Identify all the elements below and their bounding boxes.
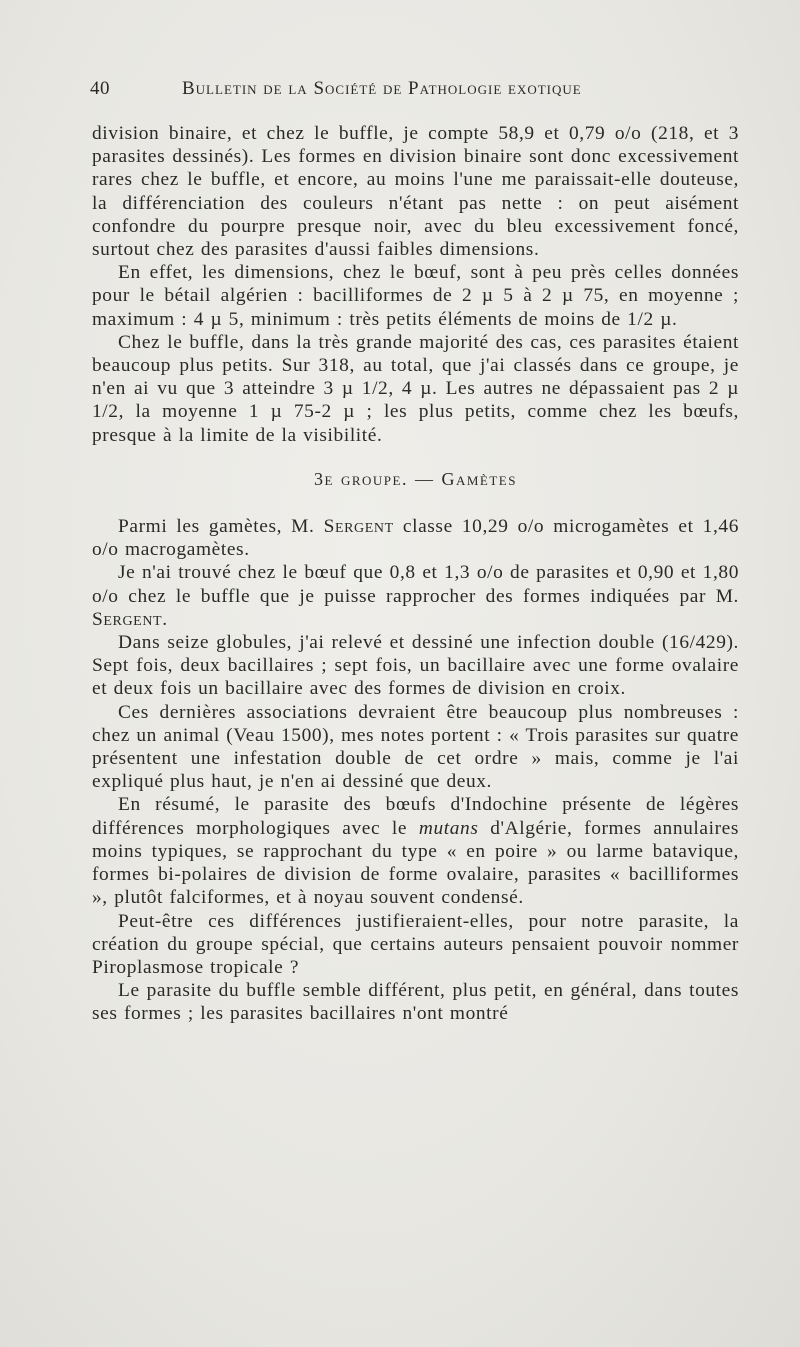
author-name: Sergent xyxy=(92,608,163,630)
paragraph-summary-text-b: d'Algérie, formes annulaires moins typiques, se rapprochant du type « en poire » ou larme batavique, formes bi-polaires de division de forme ovalaire, parasites « bacilliformes », plutôt falciformes, et à noyau souvent condensé. xyxy=(92,817,739,909)
author-name: Sergent xyxy=(323,516,394,538)
species-name: mutans xyxy=(418,817,479,839)
paragraph-double-infection: Dans seize globules, j'ai relevé et dessiné une infection double (16/429). Sept fois, deux bacillaires ; sept fois, un bacillaire avec une forme ovalaire et deux fois un bacillaire avec des formes de division en croix. xyxy=(92,632,739,700)
paragraph-gametes-text-b: classe 10,29 o/o microgamètes et 1,46 o/o macrogamètes. xyxy=(92,516,740,561)
paragraph-summary xyxy=(92,793,739,909)
section-heading: 3e groupe. — Gamètes xyxy=(314,468,517,489)
paragraph-buffle-parasite: Le parasite du buffle semble différent, plus petit, en général, dans toutes ses formes ; les parasites bacillaires n'ont montré xyxy=(92,980,739,1025)
paragraph-dimensions-buffle: Chez le buffle, dans la très grande majorité des cas, ces parasites étaient beaucoup plus petits. Sur 318, au total, que j'ai classés dans ce groupe, je n'en ai vu que 3 atteindre 3 µ 1/2, 4 µ. Les autres ne dépassaient pas 2 µ 1/2, la moyenne 1 µ 75-2 µ ; les plus petits, comme chez les bœufs, presque à la limite de la visibilité. xyxy=(92,331,739,446)
paragraph-findings-text-a: Je n'ai trouvé chez le bœuf que 0,8 et 1,3 o/o de parasites et 0,90 et 1,80 o/o chez le buffle que je puisse rapprocher des formes indiquées par M. xyxy=(92,562,739,607)
paragraph-gametes xyxy=(92,515,739,561)
paragraph-findings xyxy=(92,561,739,631)
page-number: 40 xyxy=(90,78,110,99)
body-text xyxy=(92,122,739,1026)
paragraph-gametes-text-a: Parmi les gamètes, M. xyxy=(118,516,324,538)
paragraph-hypothesis: Peut-être ces différences justifieraient-elles, pour notre parasite, la création du groupe spécial, que certains auteurs pensaient pouvoir nommer Piroplasmose tropicale ? xyxy=(92,910,739,978)
paragraph-associations: Ces dernières associations devraient être beaucoup plus nombreuses : chez un animal (Veau 1500), mes notes portent : « Trois parasites sur quatre présentent une infestation double de cet ordre » mais, comme je l'ai expliqué plus haut, je n'en ai dessiné que deux. xyxy=(92,701,739,793)
journal-title: Bulletin de la Société de Pathologie exotique xyxy=(182,78,582,99)
paragraph-summary-text-a: En résumé, le parasite des bœufs d'Indochine présente de légères différences morphologiques avec le xyxy=(92,794,739,839)
running-head xyxy=(90,78,770,106)
paragraph-continued: division binaire, et chez le buffle, je compte 58,9 et 0,79 o/o (218, et 3 parasites dessinés). Les formes en division binaire sont donc excessivement rares chez le buffle, et encore, au moins l'une me paraissait-elle douteuse, la différenciation des couleurs n'étant pas nette : on peut aisément confondre du pourpre presque noir, avec du bleu excessivement foncé, surtout chez des parasites d'aussi faibles dimensions. xyxy=(92,123,739,261)
paragraph-dimensions-boeuf: En effet, les dimensions, chez le bœuf, sont à peu près celles données pour le bétail algérien : bacilliformes de 2 µ 5 à 2 µ 75, en moyenne ; maximum : 4 µ 5, minimum : très petits éléments de moins de 1/2 µ. xyxy=(92,262,739,330)
paragraph-findings-text-b: . xyxy=(162,608,168,630)
